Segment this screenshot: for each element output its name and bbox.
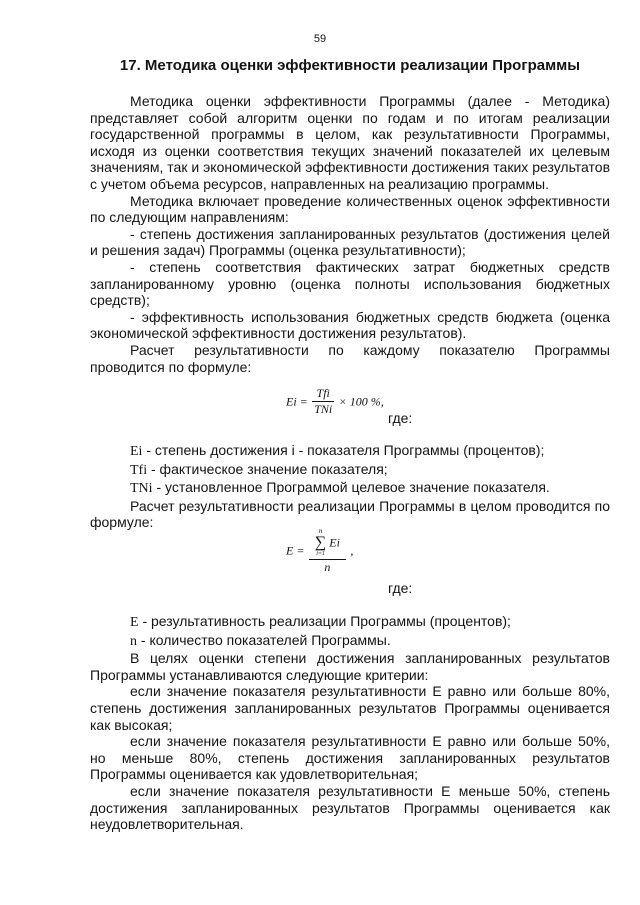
formula-e-fraction: [309, 527, 346, 575]
formula-e-sum-lower: i=1: [316, 551, 325, 557]
formula-e-where: где:: [388, 580, 413, 596]
formula-e-sum-symbol: ∑: [314, 534, 327, 551]
formula-ei-denominator: TNi: [314, 402, 333, 416]
definition-text: - установленное Программой целевое значение показателя.: [152, 479, 550, 496]
formula-e-numerator: [309, 527, 346, 560]
text-block-2: [90, 442, 610, 531]
definition-text: - результативность реализации Программы (процентов);: [138, 613, 511, 629]
definition-symbol: E: [130, 615, 139, 630]
formula-ei-fraction: [312, 386, 334, 417]
definition-text: - степень достижения i - показателя Программы (процентов);: [142, 442, 545, 458]
paragraph-indicator-calc: Расчет результативности по каждому показателю Программы проводится по формуле:: [90, 341, 610, 375]
paragraph-directions: Методика включает проведение количественных оценок эффективности по следующим направлениям:: [90, 192, 610, 226]
criterion-satisfactory: если значение показателя результативности Е равно или больше 50%, но меньше 80%, степень достижения запланированных результатов Программы оценивается как удовлетворительная;: [90, 733, 610, 783]
paragraph-intro: Методика оценки эффективности Программы (далее - Методика) представляет собой алгоритм оценки по годам и по итогам реализации государственной программы в целом, как результативности Программы, исходя из оценки соответствия текущих значений показателей их целевым значениям, так и экономической эффективности достижения таких результатов с учетом объема ресурсов, направленных на реализацию программы.: [90, 93, 610, 192]
definition-symbol: Ei: [130, 444, 143, 459]
text-block-1: [90, 93, 610, 375]
definition-ei: [90, 442, 610, 461]
list-item-efficiency: - эффективность использования бюджетных средств бюджета (оценка экономической эффективности достижения результатов).: [90, 308, 610, 342]
definition-tfi: [90, 461, 610, 480]
page-number: 59: [313, 33, 327, 45]
formula-ei-lhs: Ei =: [286, 394, 308, 409]
definition-n: [90, 632, 610, 651]
formula-ei-numerator: Tfi: [312, 386, 334, 402]
paragraph-overall-calc: Расчет результативности реализации Программы в целом проводится по формуле:: [90, 497, 610, 531]
formula-e-lhs: E =: [286, 543, 305, 558]
list-item-costs: - степень соответствия фактических затрат бюджетных средств запланированному уровню (оценка полноты использования бюджетных средств);: [90, 258, 610, 309]
paragraph-criteria: В целях оценки степени достижения запланированных результатов Программы устанавливаются следующие критерии:: [90, 650, 610, 683]
formula-e-sum-upper: n: [318, 527, 323, 535]
formula-e-denominator: n: [324, 560, 331, 574]
definition-symbol: Tfi: [130, 462, 148, 478]
list-item-results: - степень достижения запланированных результатов (достижения целей и решения задач) Программы (оценка результативности);: [90, 225, 610, 259]
formula-ei: [286, 386, 384, 417]
section-title: 17. Методика оценки эффективности реализации Программы: [119, 57, 581, 74]
formula-ei-rhs: × 100 %,: [338, 394, 384, 409]
formula-e-sum-term: Ei: [329, 535, 340, 550]
text-block-3: [90, 613, 610, 833]
definition-symbol: n: [130, 633, 137, 649]
definition-text: - фактическое значение показателя;: [147, 460, 388, 477]
definition-tni: [90, 479, 610, 498]
definition-text: - количество показателей Программы.: [137, 631, 391, 648]
criterion-unsatisfactory: если значение показателя результативности Е меньше 50%, степень достижения запланированных результатов Программы оценивается как неудовлетворительная.: [90, 782, 610, 833]
formula-ei-where: где:: [388, 410, 413, 426]
definition-e: [90, 613, 610, 632]
formula-e: [286, 527, 353, 575]
criterion-high: если значение показателя результативности Е равно или больше 80%, степень достижения запланированных результатов Программы оценивается как высокая;: [90, 683, 610, 733]
definition-symbol: TNi: [130, 481, 153, 497]
formula-e-punct: ,: [350, 543, 354, 558]
